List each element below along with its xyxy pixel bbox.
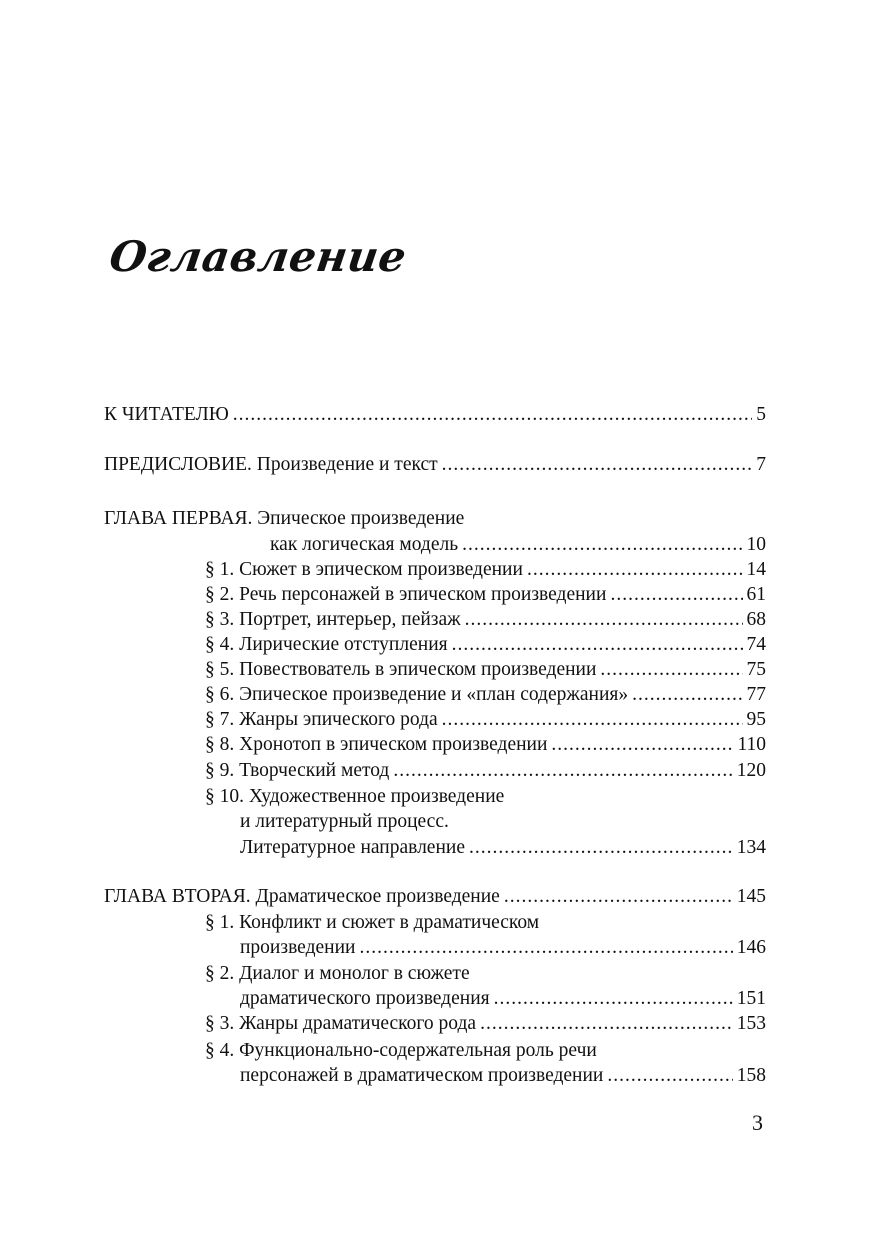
toc-leader-dots [465,607,743,633]
toc-entry-text: § 6. Эпическое произведение и «план содержания» [205,684,629,705]
toc-entry-text: § 9. Творческий метод [205,760,390,781]
toc-entry-text: § 4. Лирические отступления [205,634,448,655]
toc-entry [205,682,766,708]
toc-leader-dots [600,657,742,683]
page-number: 3 [752,1110,763,1135]
toc-entry [205,632,766,658]
toc-entry-page: 7 [756,454,766,475]
toc-entry-text: персонажей в драматическом произведении [240,1065,604,1086]
toc-entry [205,707,766,733]
toc-entry-page: 146 [736,937,766,958]
toc-entry [240,835,766,861]
toc-entry-text: § 10. Художественное произведение [205,786,505,807]
toc-entry-page: 74 [746,634,766,655]
toc-leader-dots [469,835,733,861]
toc-entry-text: § 2. Речь персонажей в эпическом произведении [205,584,607,605]
toc-entry-text: § 8. Хронотоп в эпическом произведении [205,734,548,755]
toc-entry [104,402,766,428]
toc-leader-dots [233,402,752,428]
toc-section-heading [205,910,539,936]
toc-entry-page: 75 [746,659,766,680]
toc-entry-text: ГЛАВА ВТОРАЯ. Драматическое произведение [104,886,500,907]
toc-entry-text: § 2. Диалог и монолог в сюжете [205,963,470,984]
toc-leader-dots [442,707,743,733]
toc-entry-text: ПРЕДИСЛОВИЕ. Произведение и текст [104,454,438,475]
toc-section-heading [240,809,449,835]
toc-section-heading [205,961,470,987]
toc-entry [205,557,766,583]
toc-leader-dots [452,632,743,658]
toc-entry [205,1011,766,1037]
toc-entry-text: ГЛАВА ПЕРВАЯ. Эпическое произведение [104,508,465,529]
toc-entry [205,657,766,683]
toc-entry-text: § 7. Жанры эпического рода [205,709,438,730]
toc-entry [205,607,766,633]
toc-leader-dots [610,582,742,608]
toc-entry-page: 68 [746,609,766,630]
toc-leader-dots [494,986,733,1012]
toc-leader-dots [632,682,742,708]
toc-leader-dots [462,532,742,558]
toc-entry-text: и литературный процесс. [240,811,449,832]
toc-entry-text: драматического произведения [240,988,490,1009]
toc-entry-text: § 4. Функционально-содержательная роль речи [205,1040,597,1061]
toc-entry-page: 110 [737,734,766,755]
toc-entry-page: 77 [746,684,766,705]
page-title: Оглавление [106,232,410,281]
toc-entry-text: Литературное направление [240,837,465,858]
toc-entry-page: 120 [736,760,766,781]
toc-section-heading [205,784,504,810]
toc-entry-page: 10 [746,534,766,555]
toc-chapter-heading [104,506,464,532]
toc-entry-text: как логическая модель [270,534,459,555]
toc-leader-dots [527,557,743,583]
toc-leader-dots [551,732,733,758]
toc-entry-text: § 5. Повествователь в эпическом произведении [205,659,597,680]
toc-leader-dots [480,1011,733,1037]
toc-entry-text: К ЧИТАТЕЛЮ [104,404,229,425]
toc-entry-text: § 3. Жанры драматического рода [205,1013,477,1034]
toc-entry [205,758,766,784]
toc-entry-text: § 1. Конфликт и сюжет в драматическом [205,912,540,933]
toc-entry-text: § 3. Портрет, интерьер, пейзаж [205,609,461,630]
toc-entry-page: 14 [746,559,766,580]
toc-entry-text: § 1. Сюжет в эпическом произведении [205,559,523,580]
toc-entry [240,935,766,961]
toc-entry-page: 153 [736,1013,766,1034]
toc-entry [240,1063,766,1089]
toc-entry-page: 151 [736,988,766,1009]
toc-entry [240,986,766,1012]
toc-entry [104,884,766,910]
toc-leader-dots [442,452,753,478]
toc-entry-page: 145 [736,886,766,907]
toc-section-heading [205,1038,597,1064]
toc-entry-page: 61 [746,584,766,605]
toc-entry-text: произведении [240,937,356,958]
toc-leader-dots [359,935,732,961]
toc-entry-page: 95 [746,709,766,730]
toc-entry [205,732,766,758]
toc-entry [270,532,766,558]
toc-leader-dots [393,758,732,784]
toc-entry [104,452,766,478]
toc-entry-page: 158 [736,1065,766,1086]
toc-entry-page: 5 [756,404,766,425]
toc-entry [205,582,766,608]
toc-leader-dots [607,1063,732,1089]
toc-entry-page: 134 [736,837,766,858]
toc-leader-dots [504,884,733,910]
